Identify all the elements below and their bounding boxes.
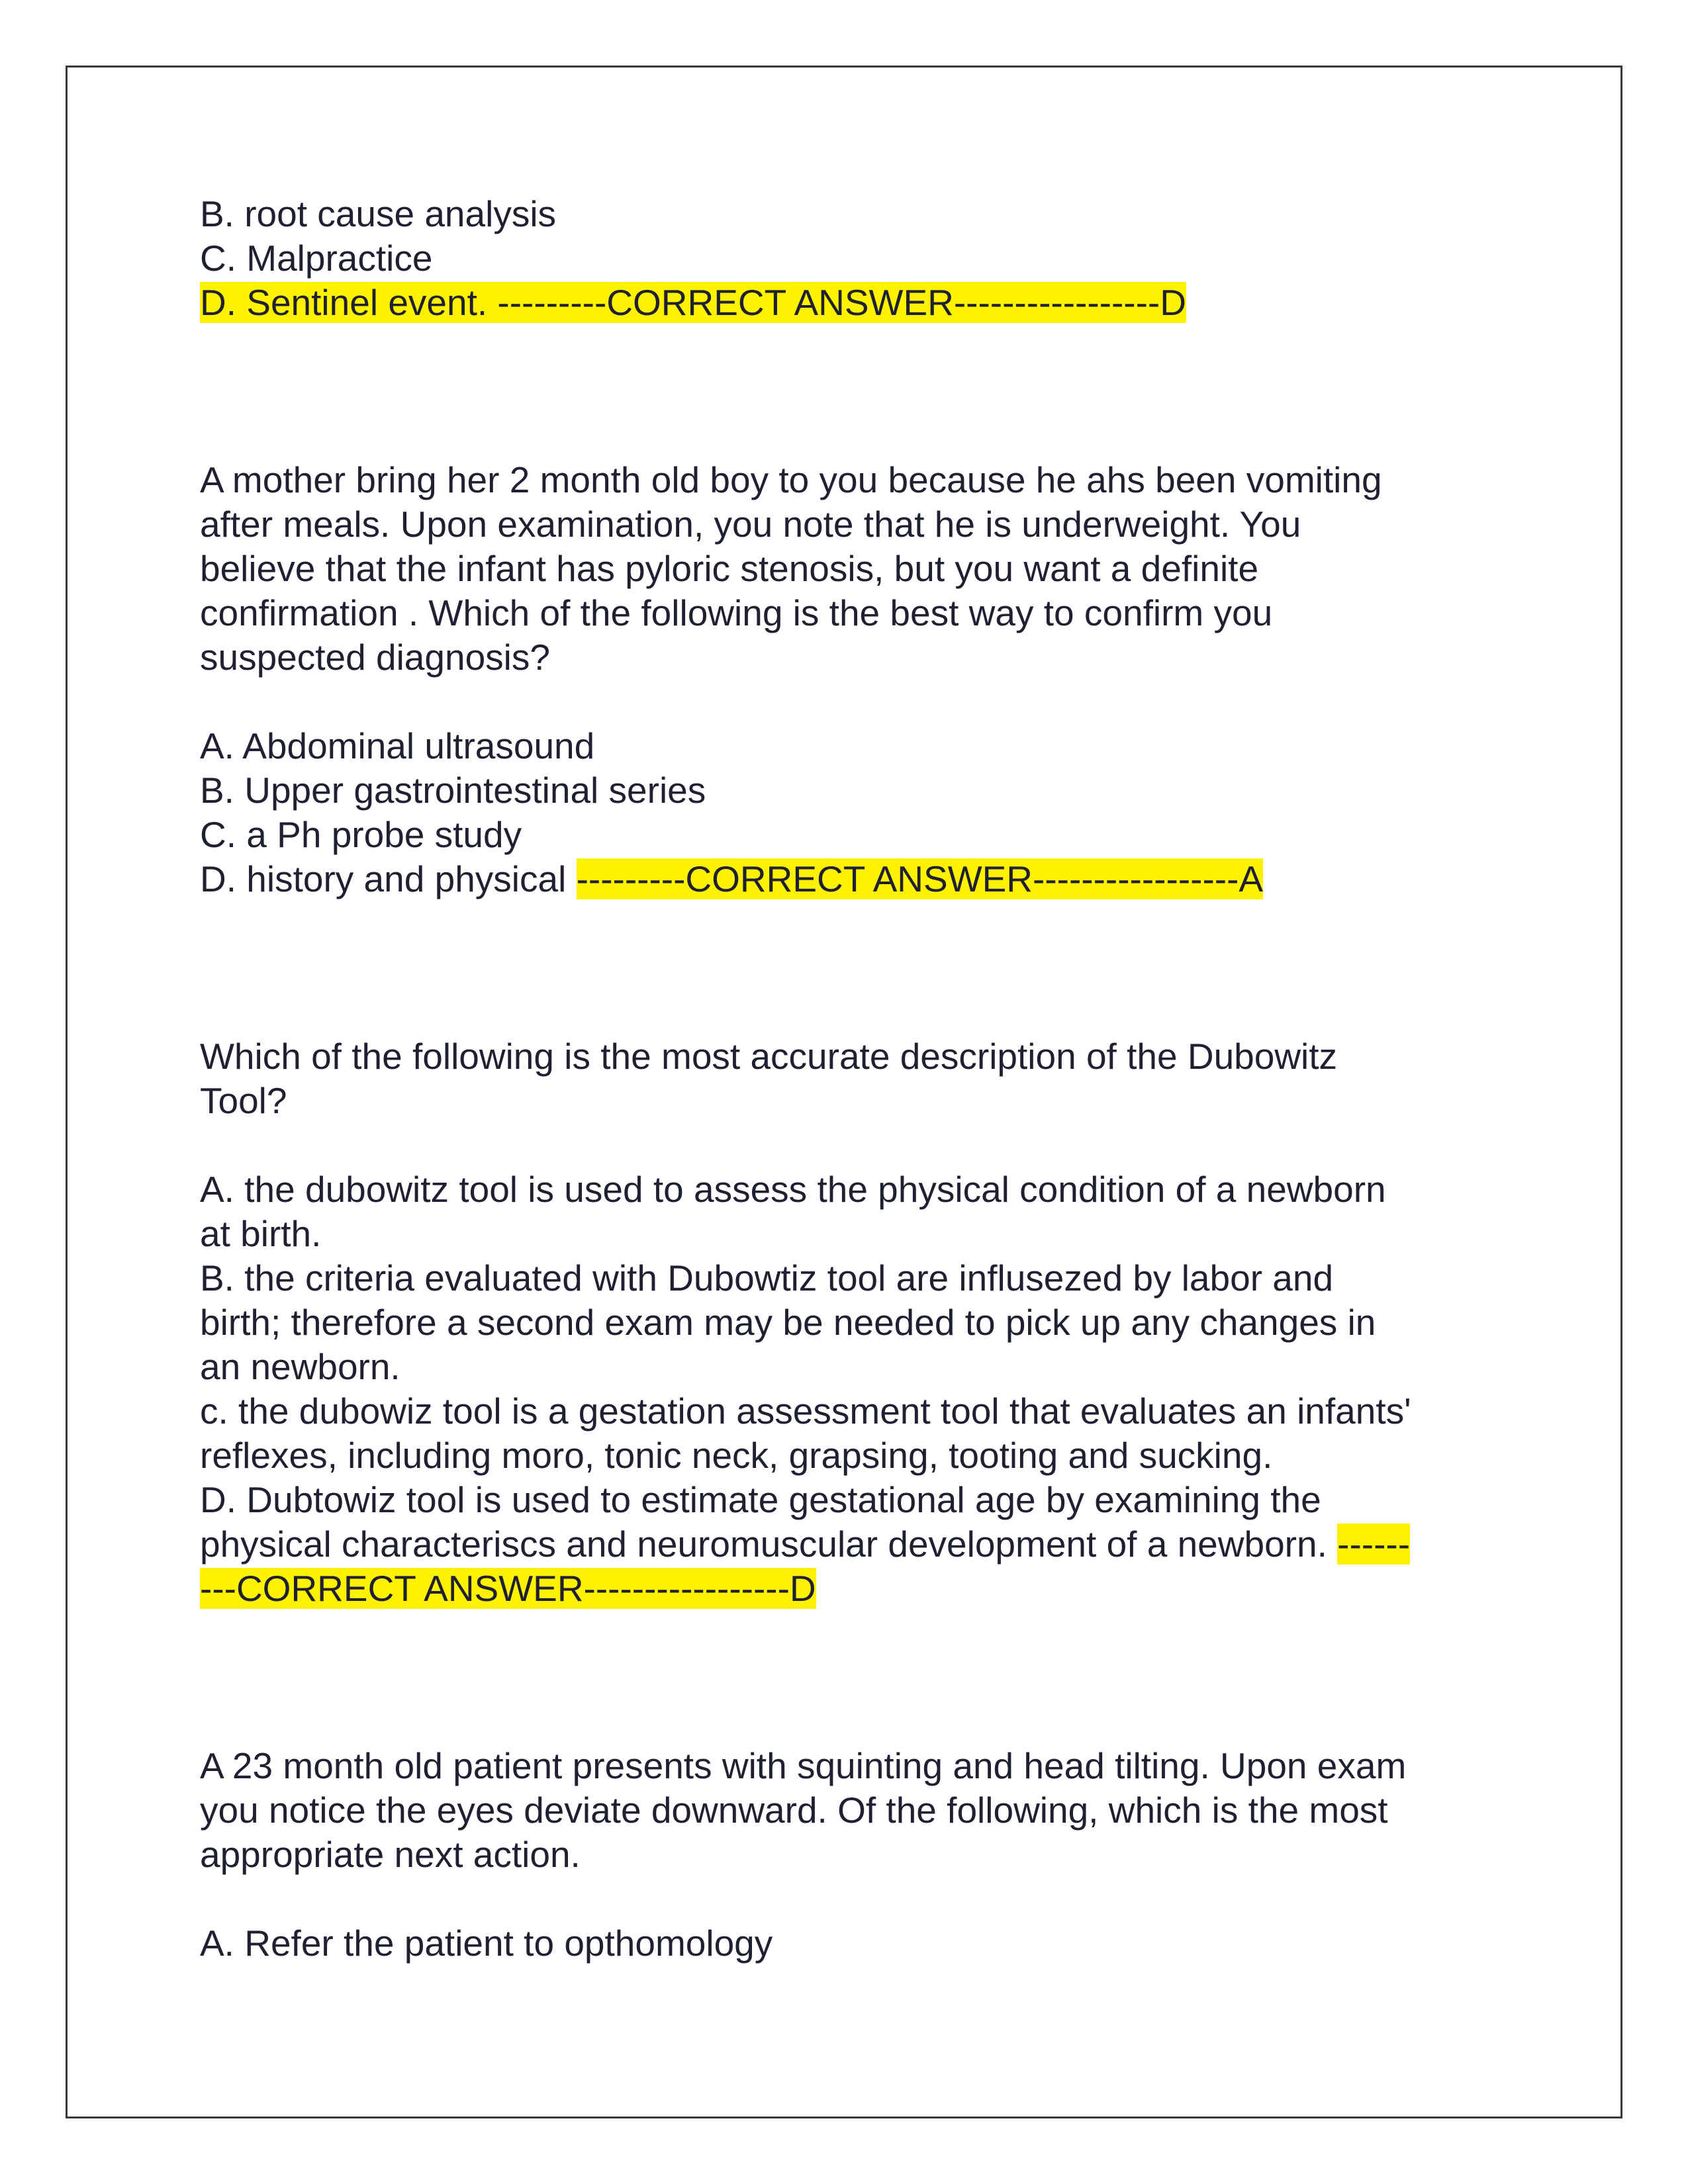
question-stem <box>200 1034 1497 1123</box>
question-block-pyloric-stenosis <box>200 458 1497 901</box>
question-block-strabismus <box>200 1744 1497 1966</box>
option-b: B. root cause analysis <box>200 193 557 234</box>
question-block-sentinel <box>200 192 1497 325</box>
stem-line: appropriate next action. <box>200 1834 581 1875</box>
stem-line: A 23 month old patient presents with squinting and head tilting. Upon exam <box>200 1745 1407 1786</box>
stem-line: A mother bring her 2 month old boy to you because he ahs been vomiting <box>200 459 1382 500</box>
stem-line: suspected diagnosis? <box>200 637 550 678</box>
question-block-dubowitz <box>200 1034 1497 1611</box>
option-c: C. Malpractice <box>200 238 433 279</box>
stem-line: confirmation . Which of the following is the best way to confirm you <box>200 592 1273 633</box>
option-b: an newborn. <box>200 1346 400 1387</box>
option-c: reflexes, including moro, tonic neck, grapsing, tooting and sucking. <box>200 1435 1273 1476</box>
correct-answer-highlight: ---CORRECT ANSWER-----------------D <box>200 1568 816 1609</box>
option-a: A. Abdominal ultrasound <box>200 725 595 766</box>
correct-answer-highlight: D. Sentinel event. ---------CORRECT ANSWER-----------------D <box>200 282 1186 323</box>
stem-line: Which of the following is the most accurate description of the Dubowitz <box>200 1036 1338 1077</box>
option-d: D. Dubtowiz tool is used to estimate gestational age by examining the <box>200 1479 1321 1520</box>
stem-line: Tool? <box>200 1080 287 1121</box>
option-d <box>200 857 1497 901</box>
option-b: B. Upper gastrointestinal series <box>200 770 706 811</box>
option-c: C. a Ph probe study <box>200 814 522 855</box>
stem-line: you notice the eyes deviate downward. Of the following, which is the most <box>200 1790 1388 1831</box>
option-d-correct <box>200 281 1497 325</box>
option-b: B. the criteria evaluated with Dubowtiz tool are influsezed by labor and <box>200 1257 1334 1298</box>
option-a: A. the dubowitz tool is used to assess the physical condition of a newborn <box>200 1169 1386 1210</box>
option-a: A. Refer the patient to opthomology <box>200 1923 773 1964</box>
option-a: at birth. <box>200 1213 322 1254</box>
question-stem <box>200 1744 1497 1877</box>
document-body <box>200 192 1497 1966</box>
question-stem <box>200 458 1497 680</box>
stem-line: believe that the infant has pyloric stenosis, but you want a definite <box>200 548 1259 589</box>
correct-answer-highlight: ---------CORRECT ANSWER-----------------A <box>576 858 1264 899</box>
option-d-text: D. history and physical <box>200 858 567 899</box>
option-c: c. the dubowiz tool is a gestation assessment tool that evaluates an infants' <box>200 1390 1411 1432</box>
option-b: birth; therefore a second exam may be needed to pick up any changes in <box>200 1302 1376 1343</box>
stem-line: after meals. Upon examination, you note that he is underweight. You <box>200 504 1301 545</box>
option-d-text: physical characteriscs and neuromuscular development of a newborn. <box>200 1524 1327 1565</box>
correct-answer-highlight: ------ <box>1337 1524 1411 1565</box>
option-d-answer <box>200 1567 1497 1611</box>
option-d <box>200 1522 1497 1567</box>
